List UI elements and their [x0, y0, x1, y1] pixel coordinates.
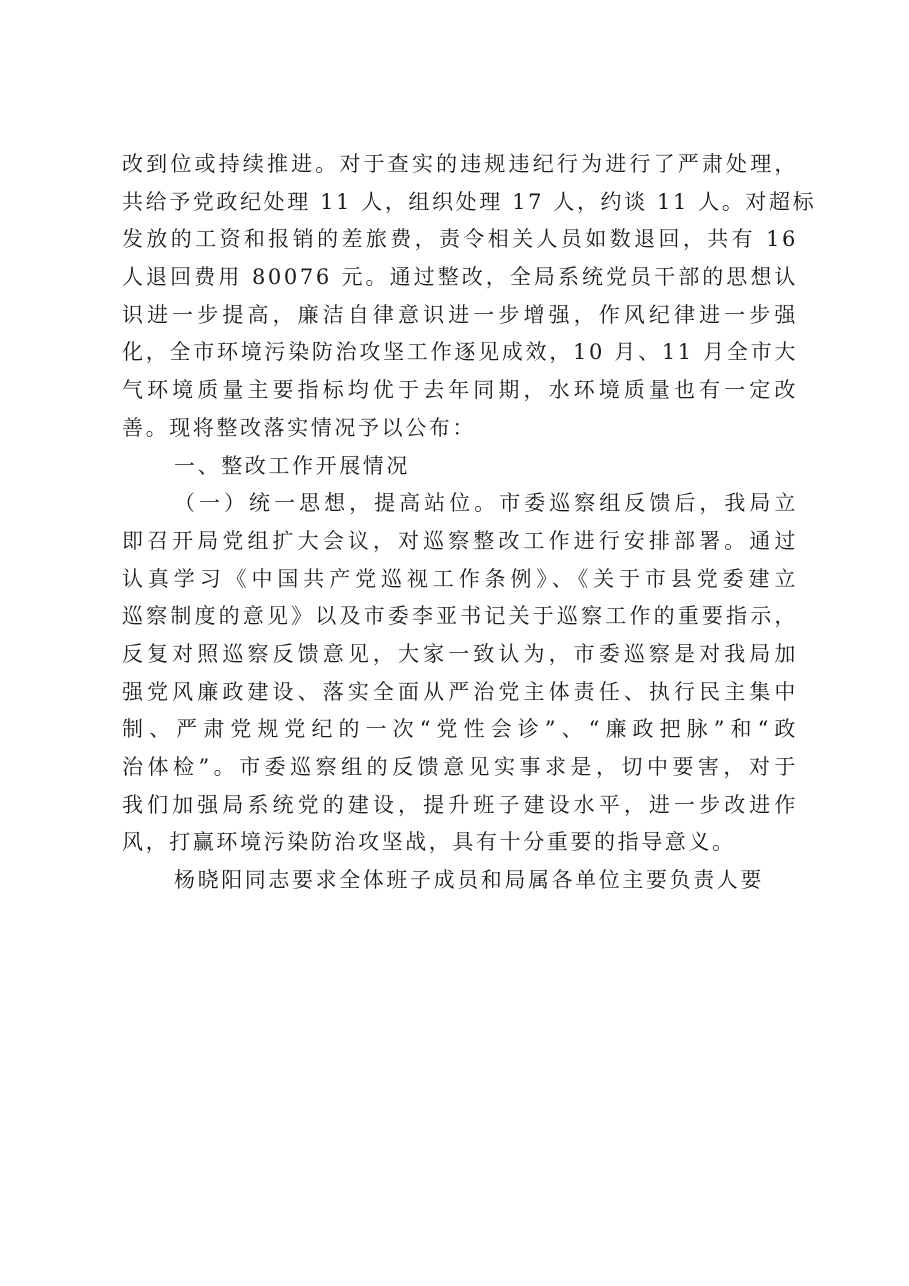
section-heading — [122, 448, 798, 486]
text-line: 改到位或持续推进。对于查实的违规违纪行为进行了严肃处理， — [122, 152, 798, 176]
paragraph-unify-thinking — [122, 485, 798, 862]
section-heading-text: 一、整改工作开展情况 — [174, 453, 410, 478]
paragraph-rectification-results — [122, 146, 817, 448]
text-line: 化，全市环境污染防治攻坚工作逐见成效，10 月、11 月全市大 — [122, 340, 798, 365]
text-line: 识进一步提高，廉洁自律意识进一步增强，作风纪律进一步强 — [122, 302, 798, 327]
text-line: 反复对照巡察反馈意见，大家一致认为，市委巡察是对我局加 — [122, 641, 798, 666]
text-line: 认真学习《中国共产党巡视工作条例》、《关于市县党委建立 — [122, 566, 798, 591]
text-line: 共给予党政纪处理 11 人，组织处理 17 人，约谈 11 人。对超标 — [122, 189, 817, 214]
text-line: 即召开局党组扩大会议，对巡察整改工作进行安排部署。通过 — [122, 528, 798, 553]
text-line: 我们加强局系统党的建设，提升班子建设水平，进一步改进作 — [122, 792, 798, 817]
text-line: 善。现将整改落实情况予以公布： — [122, 415, 476, 440]
paragraph-requirements — [122, 862, 798, 900]
text-line: （一）统一思想，提高站位。市委巡察组反馈后，我局立 — [174, 491, 798, 516]
text-line: 杨晓阳同志要求全体班子成员和局属各单位主要负责人要 — [174, 868, 764, 893]
text-line: 制、严肃党规党纪的一次“党性会诊”、“廉政把脉”和“政 — [122, 717, 798, 742]
text-line: 发放的工资和报销的差旅费，责令相关人员如数退回，共有 16 — [122, 227, 798, 252]
document-body — [122, 146, 817, 900]
text-line: 治体检”。市委巡察组的反馈意见实事求是，切中要害，对于 — [122, 755, 798, 779]
text-line: 巡察制度的意见》以及市委李亚书记关于巡察工作的重要指示， — [122, 604, 798, 629]
text-line: 风，打赢环境污染防治攻坚战，具有十分重要的指导意义。 — [122, 830, 736, 855]
text-line: 气环境质量主要指标均优于去年同期，水环境质量也有一定改 — [122, 378, 798, 403]
text-line: 人退回费用 80076 元。通过整改，全局系统党员干部的思想认 — [122, 265, 798, 290]
text-line: 强党风廉政建设、落实全面从严治党主体责任、执行民主集中 — [122, 679, 798, 704]
